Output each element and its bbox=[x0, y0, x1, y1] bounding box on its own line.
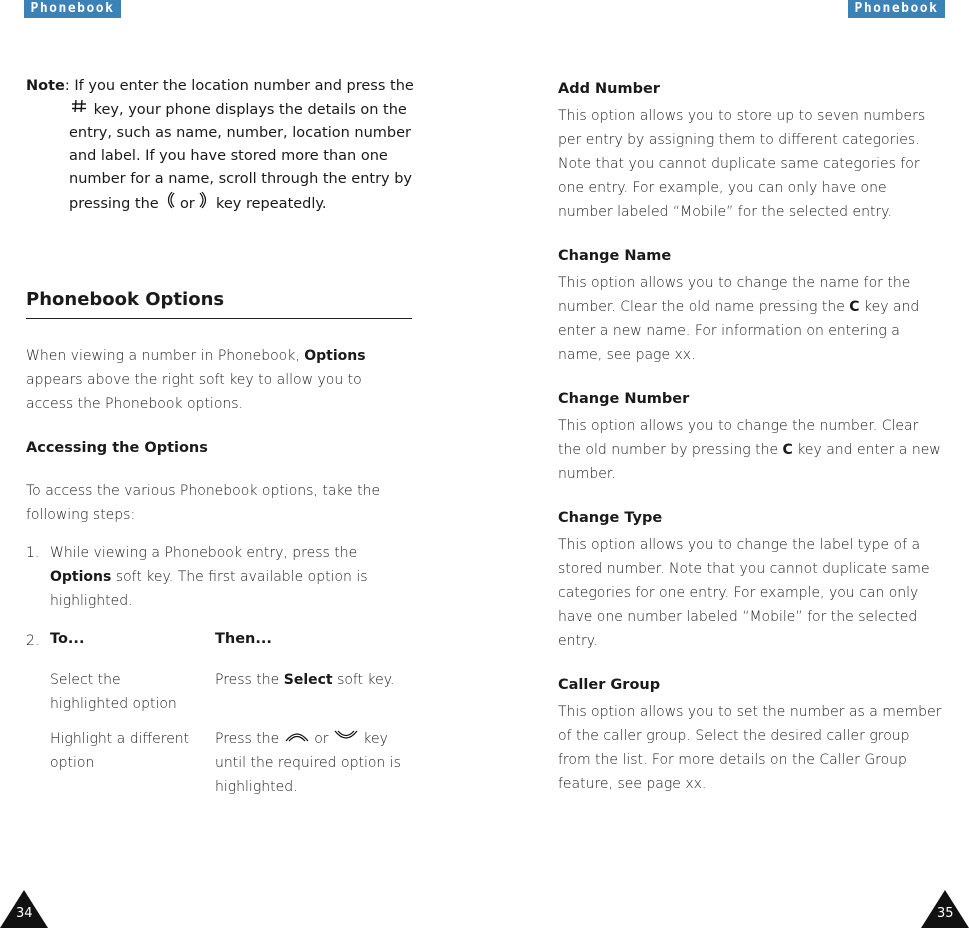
note-or: or bbox=[179, 196, 195, 212]
table-row2-then bbox=[215, 727, 415, 799]
change-name-text-a: This option allows you to change the name for the number. Clear the old name pressing the bbox=[558, 275, 911, 315]
add-number-body: This option allows you to store up to seven numbers per entry by assigning them to different categories. Note that you cannot duplicate same categories for one entry. For example, you can only have one number labeled “Mobile” for the selected entry. bbox=[558, 108, 926, 220]
change-type-body: This option allows you to change the label type of a stored number. Note that you cannot duplicate same categories for one entry. For example, you can only have one number labeled “Mobile” for the selected entry. bbox=[558, 537, 930, 649]
table-row2-to: Highlight a different option bbox=[50, 731, 190, 771]
page-number-left: 34 bbox=[16, 906, 33, 921]
table-row1-to: Select the highlighted option bbox=[50, 672, 177, 712]
note-text-2: key, your phone displays the details on the bbox=[93, 102, 407, 118]
change-number-title: Change Number bbox=[558, 391, 690, 407]
change-number-text-b: key and enter a new number. bbox=[558, 442, 941, 482]
table-header-to: To... bbox=[50, 631, 85, 647]
add-number-title: Add Number bbox=[558, 81, 660, 97]
intro-text-a: When viewing a number in Phonebook, bbox=[26, 348, 300, 364]
c-key-bold-1: C bbox=[849, 299, 860, 315]
intro-options-bold: Options bbox=[304, 348, 366, 364]
row1-then-a: Press the bbox=[215, 672, 280, 688]
table-header-then: Then... bbox=[215, 631, 272, 647]
note-line-1 bbox=[26, 75, 416, 98]
note-block bbox=[26, 75, 416, 217]
note-line-5: number for a name, scroll through the entry by bbox=[69, 171, 413, 187]
note-colon: : bbox=[64, 78, 70, 94]
change-name-text-b: key and enter a new name. For information on entering a name, see page xx. bbox=[558, 299, 920, 363]
intro-text-b: appears above the right soft key to allow you to access the Phonebook options. bbox=[26, 372, 362, 412]
section-title: Phonebook Options bbox=[26, 289, 412, 319]
caller-group-title: Caller Group bbox=[558, 677, 661, 693]
change-name-title: Change Name bbox=[558, 248, 672, 264]
page-number-right: 35 bbox=[937, 906, 954, 921]
scroll-right-key-icon bbox=[199, 191, 211, 217]
select-key-bold: Select bbox=[283, 672, 333, 688]
note-text-1: If you enter the location number and press the bbox=[74, 78, 414, 94]
note-line-4: and label. If you have stored more than one bbox=[69, 148, 388, 164]
header-tab-right: Phonebook bbox=[848, 0, 945, 18]
note-continuation bbox=[26, 98, 416, 217]
up-key-icon bbox=[284, 727, 310, 751]
change-type-title: Change Type bbox=[558, 510, 663, 526]
down-key-icon bbox=[333, 727, 359, 751]
header-tab-left: Phonebook bbox=[24, 0, 121, 18]
change-number-text-a: This option allows you to change the number. Clear the old number by pressing the bbox=[558, 418, 919, 458]
note-text-6a: pressing the bbox=[69, 196, 159, 212]
change-number-body bbox=[558, 414, 943, 486]
c-key-bold-2: C bbox=[782, 442, 793, 458]
step-1-number: 1. bbox=[26, 545, 40, 561]
note-line-3: entry, such as name, number, location number bbox=[69, 125, 412, 141]
hash-key-icon bbox=[69, 98, 89, 122]
table-row1-then bbox=[215, 668, 415, 692]
step-1-text bbox=[26, 541, 406, 613]
row2-then-b: key until the required option is highlighted. bbox=[215, 731, 401, 795]
note-line-2 bbox=[69, 98, 416, 122]
caller-group-body: This option allows you to set the number as a member of the caller group. Select the desired caller group from the list. For more details on the Caller Group feature, see page xx. bbox=[558, 704, 942, 792]
scroll-left-key-icon bbox=[163, 191, 175, 217]
step-1-text-b: soft key. The first available option is highlighted. bbox=[50, 569, 368, 609]
step-2-number: 2. bbox=[26, 633, 40, 649]
note-label: Note bbox=[26, 78, 65, 94]
note-text-6b: key repeatedly. bbox=[216, 196, 327, 212]
step-1 bbox=[26, 541, 406, 613]
row1-then-b: soft key. bbox=[337, 672, 395, 688]
section-intro bbox=[26, 344, 406, 416]
row2-then-a: Press the bbox=[215, 731, 280, 747]
step-1-text-a: While viewing a Phonebook entry, press the bbox=[50, 545, 358, 561]
change-name-body bbox=[558, 271, 943, 367]
note-line-6 bbox=[69, 191, 416, 217]
row2-then-or: or bbox=[314, 731, 329, 747]
sub-title: Accessing the Options bbox=[26, 440, 208, 456]
step-1-options-bold: Options bbox=[50, 569, 112, 585]
steps-intro: To access the various Phonebook options, take the following steps: bbox=[26, 483, 381, 523]
